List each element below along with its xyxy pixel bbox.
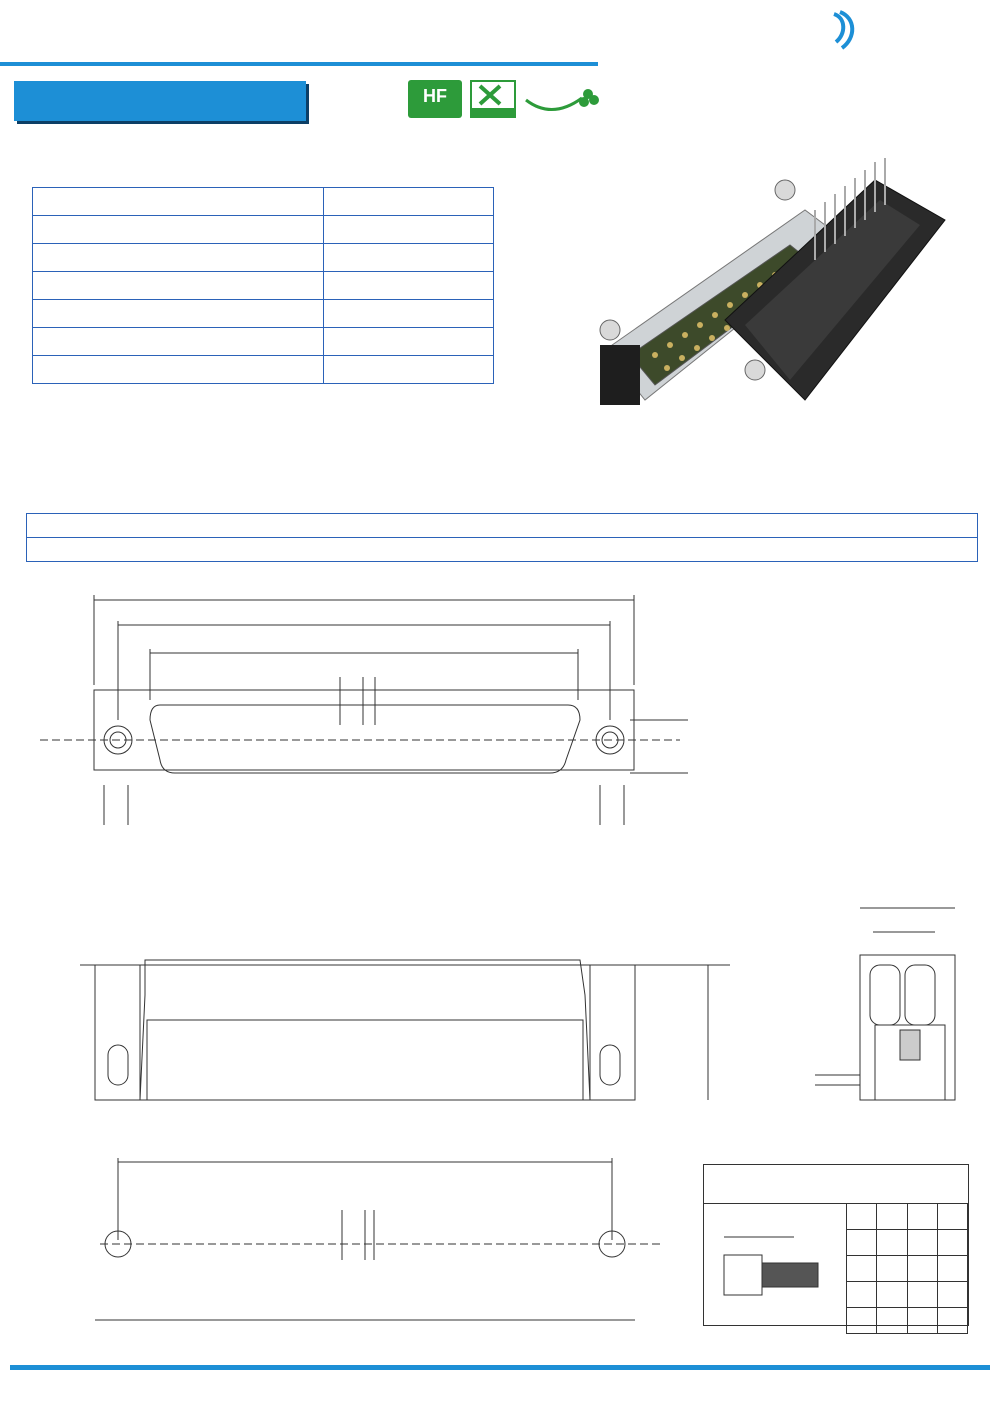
product-photo	[575, 150, 975, 425]
screw-cell	[847, 1308, 877, 1334]
column-header	[27, 514, 232, 538]
svg-text:HF: HF	[423, 86, 447, 106]
screw-cell	[877, 1256, 907, 1282]
screw-cell	[907, 1230, 937, 1256]
screw-cell	[907, 1256, 937, 1282]
screw-cell	[847, 1230, 877, 1256]
spec-row	[33, 216, 494, 244]
spec-row	[33, 244, 494, 272]
brand-logo-mark	[826, 8, 868, 55]
spec-row	[33, 356, 494, 384]
table-cell	[659, 538, 753, 562]
spec-param	[33, 328, 324, 356]
spec-row	[33, 272, 494, 300]
column-header	[659, 514, 753, 538]
screw-cell	[937, 1230, 967, 1256]
screw-spec-table	[846, 1203, 968, 1334]
front-view-drawing	[0, 585, 700, 855]
spec-param	[33, 188, 324, 216]
solderability-header-row	[27, 514, 978, 538]
spec-value	[324, 216, 494, 244]
screw-cell	[907, 1282, 937, 1308]
spec-value	[324, 328, 494, 356]
spec-value	[324, 244, 494, 272]
spec-row	[33, 328, 494, 356]
halogen-free-badge	[408, 80, 462, 118]
column-header	[231, 514, 565, 538]
spec-param	[33, 272, 324, 300]
screw-header	[937, 1204, 967, 1230]
spec-param	[33, 356, 324, 384]
spec-value	[324, 356, 494, 384]
spec-value	[324, 188, 494, 216]
screw-illustration	[714, 1215, 824, 1315]
spec-row	[33, 188, 494, 216]
screw-cell	[937, 1308, 967, 1334]
screw-cell	[907, 1308, 937, 1334]
pcb-layout-drawing	[90, 1150, 670, 1355]
screw-cell	[847, 1256, 877, 1282]
footer-rule	[10, 1365, 990, 1370]
spec-param	[33, 300, 324, 328]
model-banner	[14, 81, 306, 121]
lead-free-badge	[470, 80, 516, 118]
screw-header	[907, 1204, 937, 1230]
spec-param	[33, 216, 324, 244]
table-row	[27, 538, 978, 562]
table-cell	[565, 538, 659, 562]
solderability-table	[26, 513, 978, 562]
specifications-table	[32, 187, 494, 384]
table-cell	[231, 538, 565, 562]
screw-header	[877, 1204, 907, 1230]
screw-spec-title	[704, 1165, 968, 1204]
screw-cell	[937, 1282, 967, 1308]
screw-spec-panel	[703, 1164, 969, 1326]
side-view-drawing	[795, 900, 965, 1125]
column-header	[565, 514, 659, 538]
column-header	[753, 514, 847, 538]
table-cell	[847, 538, 978, 562]
screw-cell	[877, 1282, 907, 1308]
screw-cell	[877, 1308, 907, 1334]
screw-header	[847, 1204, 877, 1230]
spec-param	[33, 244, 324, 272]
screw-cell	[877, 1230, 907, 1256]
spec-value	[324, 300, 494, 328]
title-rule	[0, 62, 598, 66]
spec-row	[33, 300, 494, 328]
table-cell	[27, 538, 232, 562]
table-cell	[753, 538, 847, 562]
screw-cell	[847, 1282, 877, 1308]
screw-cell	[937, 1256, 967, 1282]
spec-value	[324, 272, 494, 300]
column-header	[847, 514, 978, 538]
rohs-badge	[522, 80, 600, 118]
bottom-view-drawing	[50, 950, 730, 1115]
